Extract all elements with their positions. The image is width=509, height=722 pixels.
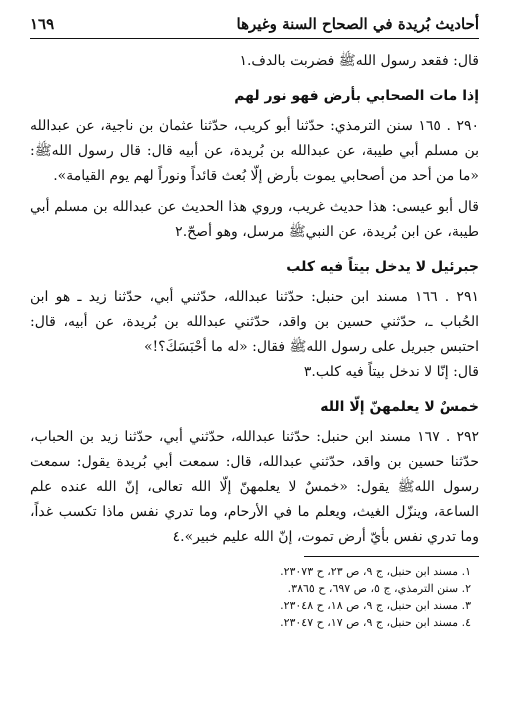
hadith-paragraph: ٢٩٠ . ١٦٥ سنن الترمذي: حدّثنا أبو كريب، حدّثنا عثمان بن ناجية، عن عبدالله بن مسلم أبي طيبة، عن عبدالله بن بُريدة، عن أبيه قال: قال رسول اللهﷺ: «ما من أحد من أصحابي يموت بأرض إلّا بُعث قائداً ونوراً لهم يوم القيامة». — [30, 118, 479, 184]
page-header — [30, 14, 479, 38]
footnote: ٣. مسند ابن حنبل، ج ٩، ص ١٨، ح ٢٣٠٤٨. — [280, 599, 471, 612]
footnote-rule — [304, 556, 479, 557]
section-heading: جبرئيل لا يدخل بيتاً فيه كلب — [286, 259, 479, 275]
paragraph: قال: إنّا لا ندخل بيتاً فيه كلب.٣ — [303, 364, 479, 380]
header-rule — [30, 38, 479, 39]
section-heading: إذا مات الصحابي بأرض فهو نور لهم — [234, 88, 479, 104]
footnote: ١. مسند ابن حنبل، ج ٩، ص ٢٣، ح ٢٣٠٧٣. — [280, 565, 471, 578]
hadith-paragraph: ٢٩١ . ١٦٦ مسند ابن حنبل: حدّثنا عبدالله، حدّثني أبي، حدّثنا زيد ـ هو ابن الحُباب ـ، حدّثني حسين بن واقد، حدّثني عبدالله بن بُريدة، عن أبيه، قال: احتبس جبريل على رسول اللهﷺ فقال: «له ما أحْبَسَكَ؟!» — [30, 289, 479, 355]
footnotes — [30, 563, 479, 631]
page-number: ١٦٩ — [30, 15, 55, 33]
running-title: أحاديث بُريدة في الصحاح السنة وغيرها — [236, 15, 479, 33]
section-heading: خمسٌ لا يعلمهنّ إلّا الله — [320, 399, 479, 415]
paragraph: قال: فقعد رسول اللهﷺ فضربت بالدف.١ — [239, 53, 479, 69]
paragraph: قال أبو عيسى: هذا حديث غريب، وروي هذا الحديث عن عبدالله بن مسلم أبي طيبة، عن ابن بُريدة، عن النبيﷺ مرسل، وهو أصحّ.٢ — [30, 199, 479, 240]
footnote: ٢. سنن الترمذي، ج ٥، ص ٦٩٧، ح ٣٨٦٥. — [287, 582, 471, 595]
footnote: ٤. مسند ابن حنبل، ج ٩، ص ١٧، ح ٢٣٠٤٧. — [280, 616, 471, 629]
hadith-paragraph: ٢٩٢ . ١٦٧ مسند ابن حنبل: حدّثنا عبدالله، حدّثني أبي، حدّثنا زيد بن الحباب، حدّثنا حسين بن واقد، حدّثني عبدالله، قال: سمعت أبي بُريدة يقول: سمعت رسول اللهﷺ يقول: «خمسٌ لا يعلمهنّ إلّا الله تعالى، إنّ الله عنده علم الساعة، وينزّل الغيث، ويعلم ما في الأرحام، وما تدري نفس ماذا تكسب غداً، وما تدري نفس بأيّ أرض تموت، إنّ الله عليم خبير».٤ — [30, 429, 480, 545]
